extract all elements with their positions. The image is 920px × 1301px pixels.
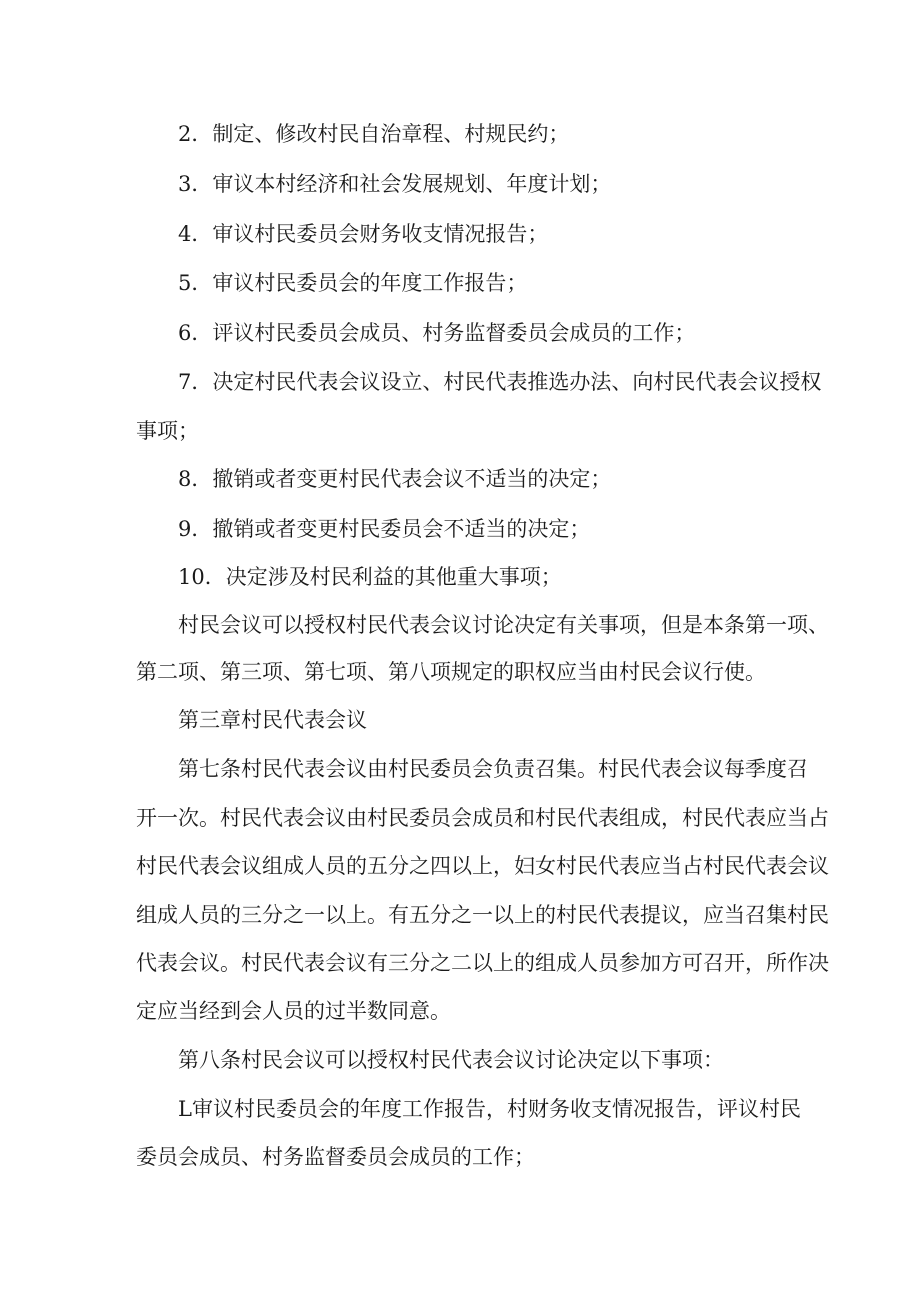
article8-item1-line-2: 委员会成员、村务监督委员会成员的工作； xyxy=(136,1145,535,1169)
item-text: ．撤销或者变更村民委员会不适当的决定； xyxy=(191,517,591,541)
list-item-4 xyxy=(178,221,548,247)
list-item-9 xyxy=(178,516,590,542)
item-number: 5 xyxy=(178,271,192,295)
article8-heading: 第八条村民会议可以授权村民代表会议讨论决定以下事项： xyxy=(178,1048,724,1072)
item-number: 6 xyxy=(178,321,192,345)
item-number: 2 xyxy=(178,122,192,146)
item-number: 9 xyxy=(178,517,192,541)
list-item-7-continuation: 事项； xyxy=(136,419,199,443)
article7-line-6: 定应当经到会人员的过半数同意。 xyxy=(136,999,451,1023)
item-number: 3 xyxy=(178,172,192,196)
authorization-paragraph-line-1: 村民会议可以授权村民代表会议讨论决定有关事项，但是本条第一项、 xyxy=(178,613,829,637)
item-text: ．制定、修改村民自治章程、村规民约； xyxy=(191,122,570,146)
item-number: 7 xyxy=(178,370,192,394)
item-text: ．评议村民委员会成员、村务监督委员会成员的工作； xyxy=(191,321,696,345)
article7-line-3: 村民代表会议组成人员的五分之四以上，妇女村民代表应当占村民代表会议 xyxy=(136,854,829,878)
list-item-3 xyxy=(178,171,611,197)
article7-line-5: 代表会议。村民代表会议有三分之二以上的组成人员参加方可召开，所作决 xyxy=(136,951,829,975)
article7-line-4: 组成人员的三分之一以上。有五分之一以上的村民代表提议，应当召集村民 xyxy=(136,903,829,927)
list-item-10 xyxy=(178,564,562,590)
list-item-5 xyxy=(178,270,527,296)
item-number: 4 xyxy=(178,222,192,246)
item-text: ．审议本村经济和社会发展规划、年度计划； xyxy=(191,172,612,196)
list-item-6 xyxy=(178,320,695,346)
item-text: ．决定涉及村民利益的其他重大事项； xyxy=(204,565,562,589)
item-number: 8 xyxy=(178,467,192,491)
list-item-7 xyxy=(178,369,821,395)
item-text: ．撤销或者变更村民代表会议不适当的决定； xyxy=(191,467,612,491)
item-number: 10 xyxy=(178,565,205,589)
list-item-2 xyxy=(178,121,569,147)
item-text: ．审议村民委员会财务收支情况报告； xyxy=(191,222,549,246)
item-text: ．审议村民委员会的年度工作报告； xyxy=(191,271,528,295)
list-item-8 xyxy=(178,466,611,492)
article7-line-2: 开一次。村民代表会议由村民委员会成员和村民代表组成，村民代表应当占 xyxy=(136,806,829,830)
chapter-heading: 第三章村民代表会议 xyxy=(178,708,367,732)
item-text: ．决定村民代表会议设立、村民代表推选办法、向村民代表会议授权 xyxy=(191,370,822,394)
article7-line-1: 第七条村民代表会议由村民委员会负责召集。村民代表会议每季度召 xyxy=(178,757,808,781)
authorization-paragraph-line-2: 第二项、第三项、第七项、第八项规定的职权应当由村民会议行使。 xyxy=(136,660,766,684)
article8-item1-line-1: L审议村民委员会的年度工作报告，村财务收支情况报告，评议村民 xyxy=(178,1097,801,1121)
